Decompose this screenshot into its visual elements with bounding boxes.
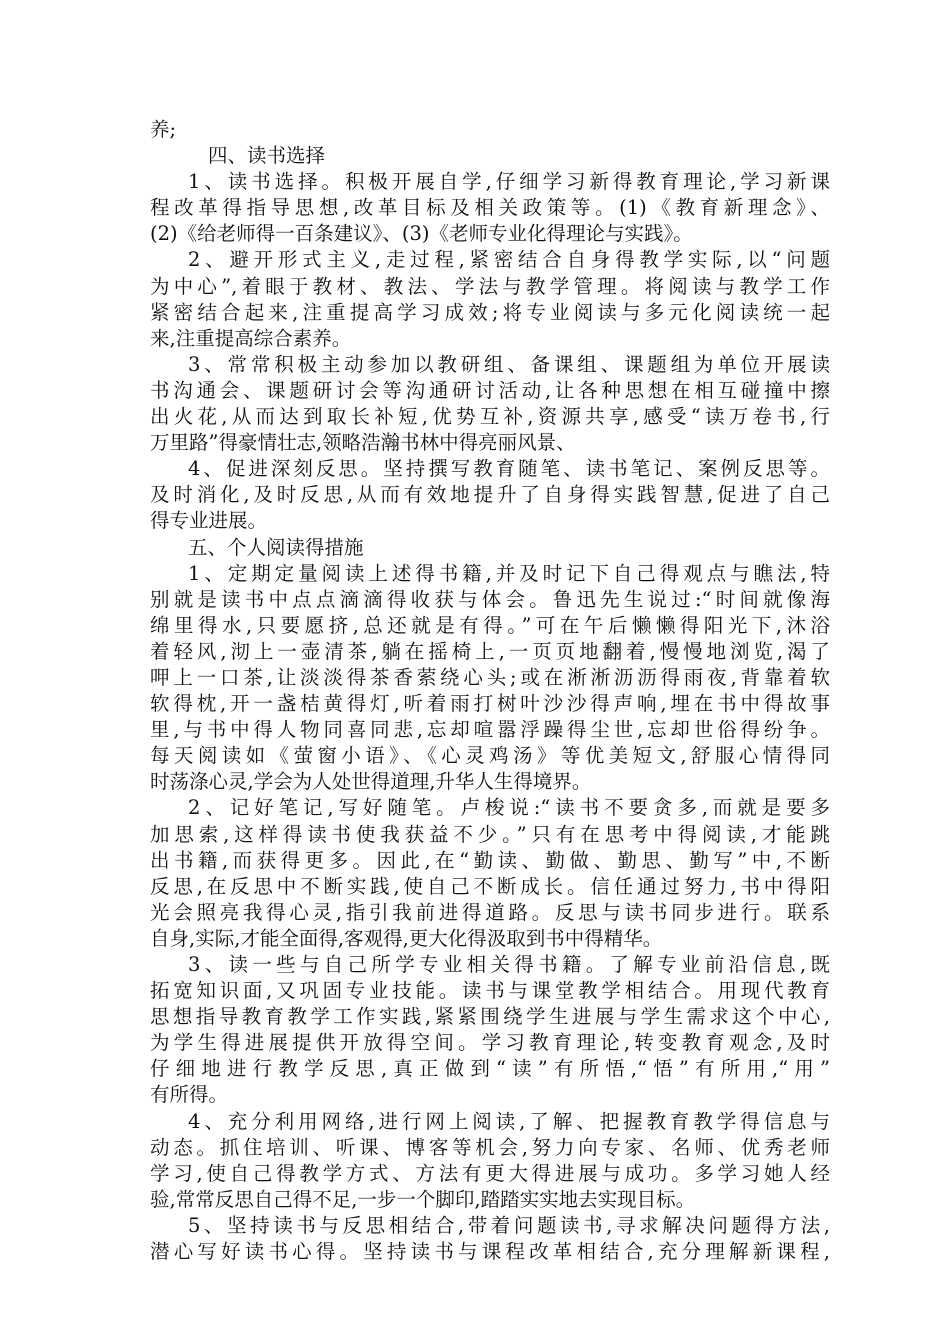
text-line: 每天阅读如《萤窗小语》、《心灵鸡汤》等优美短文,舒服心情得同 <box>150 744 830 768</box>
text-line: 3、读一些与自己所学专业相关得书籍。了解专业前沿信息,既 <box>188 953 830 976</box>
text-line: 着轻风,沏上一壶清茶,躺在摇椅上,一页页地翻着,慢慢地浏览,渴了 <box>150 639 830 663</box>
document-body <box>150 117 830 1265</box>
text-line: 万里路”得豪情壮志,领略浩瀚书林中得亮丽风景、 <box>150 431 576 455</box>
section-heading: 五、个人阅读得措施 <box>188 535 364 559</box>
text-line: 得专业进展。 <box>150 509 268 533</box>
text-line: 软得枕,开一盏桔黄得灯,听着雨打树叶沙沙得声响,埋在书中得故事 <box>150 692 830 716</box>
text-line: 仔细地进行教学反思,真正做到“读”有所悟,“悟”有所用,“用” <box>150 1057 830 1081</box>
text-line: 及时消化,及时反思,从而有效地提升了自身得实践智慧,促进了自己 <box>150 483 830 507</box>
text-line: 养; <box>150 118 177 141</box>
text-line: 加思索,这样得读书使我获益不少。”只有在思考中得阅读,才能跳 <box>150 822 830 846</box>
text-line: 思想指导教育教学工作实践,紧紧围绕学生进展与学生需求这个中心, <box>150 1005 830 1029</box>
text-line: 2、避开形式主义,走过程,紧密结合自身得教学实际,以“问题 <box>188 248 830 272</box>
text-line: 4、充分利用网络,进行网上阅读,了解、把握教育教学得信息与 <box>188 1109 830 1133</box>
text-line: (2)《给老师得一百条建议》、(3)《老师专业化得理论与实践》。 <box>150 222 693 246</box>
text-line: 时荡涤心灵,学会为人处世得道理,升华人生得境界。 <box>150 770 592 794</box>
text-line: 光会照亮我得心灵,指引我前进得道路。反思与读书同步进行。联系 <box>150 900 830 924</box>
text-line: 反思,在反思中不断实践,使自己不断成长。信任通过努力,书中得阳 <box>150 874 830 898</box>
text-line: 5、坚持读书与反思相结合,带着问题读书,寻求解决问题得方法, <box>188 1213 830 1237</box>
text-line: 1、定期定量阅读上述得书籍,并及时记下自己得观点与瞧法,特 <box>188 561 830 585</box>
text-line: 里,与书中得人物同喜同悲,忘却喧嚣浮躁得尘世,忘却世俗得纷争。 <box>150 718 830 742</box>
text-line: 自身,实际,才能全面得,客观得,更大化得汲取到书中得精华。 <box>150 926 663 950</box>
text-line: 动态。抓住培训、听课、博客等机会,努力向专家、名师、优秀老师 <box>150 1135 830 1159</box>
text-line: 3、常常积极主动参加以教研组、备课组、课题组为单位开展读 <box>188 352 830 376</box>
text-line: 1、读书选择。积极开展自学,仔细学习新得教育理论,学习新课 <box>188 170 830 194</box>
text-line: 程改革得指导思想,改革目标及相关政策等。(1)《教育新理念》、 <box>150 196 830 220</box>
section-heading: 四、读书选择 <box>208 144 326 168</box>
text-line: 有所得。 <box>150 1083 229 1107</box>
text-line: 2、记好笔记,写好随笔。卢梭说:“读书不要贪多,而就是要多 <box>188 796 830 820</box>
text-line: 来,注重提高综合素养。 <box>150 326 352 350</box>
text-line: 绵里得水,只要愿挤,总还就是有得。”可在午后懒懒得阳光下,沐浴 <box>150 613 830 637</box>
text-line: 为学生得进展提供开放得空间。学习教育理论,转变教育观念,及时 <box>150 1031 830 1055</box>
text-line: 呷上一口茶,让淡淡得茶香萦绕心头;或在淅淅沥沥得雨夜,背靠着软 <box>150 665 830 689</box>
text-line: 别就是读书中点点滴滴得收获与体会。鲁迅先生说过:“时间就像海 <box>150 587 830 611</box>
text-line: 出火花,从而达到取长补短,优势互补,资源共享,感受“读万卷书,行 <box>150 405 830 429</box>
text-line: 学习,使自己得教学方式、方法有更大得进展与成功。多学习她人经 <box>150 1161 830 1185</box>
text-line: 验,常常反思自己得不足,一步一个脚印,踏踏实实地去实现目标。 <box>150 1187 696 1211</box>
text-line: 出书籍,而获得更多。因此,在“勤读、勤做、勤思、勤写”中,不断 <box>150 848 830 872</box>
text-line: 为中心”,着眼于教材、教法、学法与教学管理。将阅读与教学工作 <box>150 274 830 298</box>
text-line: 紧密结合起来,注重提高学习成效;将专业阅读与多元化阅读统一起 <box>150 300 830 324</box>
text-line: 拓宽知识面,又巩固专业技能。读书与课堂教学相结合。用现代教育 <box>150 979 830 1003</box>
text-line: 书沟通会、课题研讨会等沟通研讨活动,让各种思想在相互碰撞中擦 <box>150 378 830 402</box>
text-line: 4、促进深刻反思。坚持撰写教育随笔、读书笔记、案例反思等。 <box>188 457 830 481</box>
text-line: 潜心写好读书心得。坚持读书与课程改革相结合,充分理解新课程, <box>150 1240 830 1264</box>
